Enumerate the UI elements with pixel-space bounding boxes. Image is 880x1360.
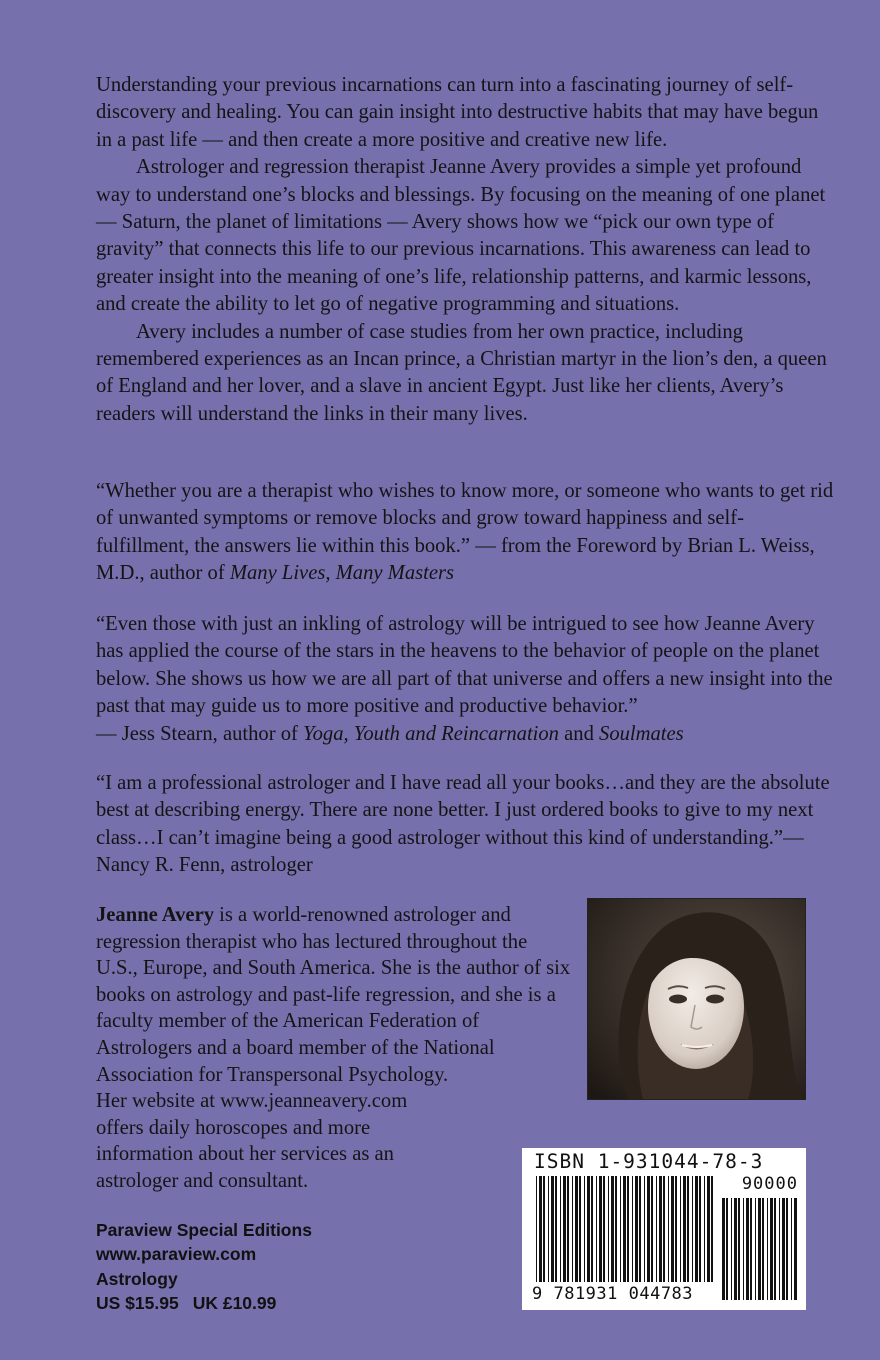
price-uk: UK £10.99: [192, 1293, 277, 1314]
publisher-imprint: Paraview Special Editions: [96, 1220, 312, 1240]
barcode-bar: [539, 1176, 542, 1282]
price-us: US $15.95: [96, 1293, 179, 1314]
barcode-bar: [591, 1176, 593, 1282]
isbn-barcode: [522, 1148, 806, 1310]
barcode-bar: [786, 1198, 788, 1300]
barcode-bar: [587, 1176, 590, 1282]
barcode-bar: [563, 1176, 566, 1282]
description-paragraph: Avery includes a number of case studies from her own practice, including remembered experiences as an Incan prince, a Christian martyr in the lion’s den, a queen of England and her lover, and a slave in ancient Egypt. Just like her clients, Avery’s readers will understand the links in their many lives.: [96, 320, 827, 425]
endorsement-weiss: [96, 478, 836, 588]
barcode-bar: [738, 1198, 740, 1300]
author-bio-text: is a world-renowned astrologer and regression therapist who has lectured throughout the U.S., Europe, and South America. She is the author of six books on astrology and past-life regression, and she is a faculty member of the American Federation of Astrologers and a board member of the National Association for Transpersonal Psychology.: [96, 904, 571, 1086]
barcode-bar: [680, 1176, 681, 1282]
barcode-bar: [608, 1176, 609, 1282]
barcode-bar: [762, 1198, 764, 1300]
author-name: Jeanne Avery: [96, 904, 215, 926]
barcode-bar: [551, 1176, 554, 1282]
barcode-bar: [644, 1176, 645, 1282]
barcode-bar: [615, 1176, 617, 1282]
barcode-bar: [782, 1198, 785, 1300]
barcode-bar: [755, 1198, 756, 1300]
barcode-bar: [656, 1176, 657, 1282]
barcode-bar: [770, 1198, 773, 1300]
barcode-bar: [743, 1198, 744, 1300]
book-title: Soulmates: [599, 722, 684, 745]
barcode-bar: [774, 1198, 776, 1300]
barcode-bar: [707, 1176, 710, 1282]
barcode-bar: [699, 1176, 701, 1282]
ean-digits: 9 781931 044783: [532, 1284, 694, 1304]
barcode-bar: [692, 1176, 693, 1282]
book-description: [96, 72, 836, 428]
barcode-bar: [726, 1198, 728, 1300]
endorsement-fenn: [96, 770, 836, 880]
book-category: Astrology: [96, 1268, 178, 1289]
barcode-bar: [711, 1176, 713, 1282]
book-title: Yoga, Youth and Reincarnation: [303, 722, 559, 745]
barcode-bar: [668, 1176, 669, 1282]
barcode-bar: [695, 1176, 698, 1282]
barcode-bar: [779, 1198, 780, 1300]
barcode-bar: [750, 1198, 752, 1300]
barcode-bar: [632, 1176, 633, 1282]
barcode-bar: [555, 1176, 557, 1282]
barcode-bar: [572, 1176, 573, 1282]
barcode-bar: [584, 1176, 585, 1282]
barcode-bar: [663, 1176, 665, 1282]
description-paragraph: Understanding your previous incarnations can turn into a fascinating journey of self-discovery and healing. You can gain insight into destructive habits that may have begun in a past life — and then create a more positive and creative new life.: [96, 74, 819, 151]
barcode-bar: [671, 1176, 674, 1282]
barcode-bar: [536, 1176, 537, 1282]
barcode-bar: [548, 1176, 549, 1282]
barcode-bar: [758, 1198, 761, 1300]
isbn-label: ISBN 1-931044-78-3: [534, 1150, 764, 1173]
barcode-bar: [599, 1176, 602, 1282]
barcode-bar: [791, 1198, 792, 1300]
endorsement-text: “Whether you are a therapist who wishes to know more, or someone who wants to get rid of unwanted symptoms or remove blocks and grow toward happiness and self-fulfillment, the answers lie within this book.” — from the Foreword by Brian L. Weiss, M.D., author of: [96, 480, 834, 585]
barcode-bar: [767, 1198, 768, 1300]
publisher-website: www.paraview.com: [96, 1244, 257, 1265]
barcode-bar: [620, 1176, 621, 1282]
barcode-bar: [675, 1176, 677, 1282]
book-title: Many Lives, Many Masters: [229, 562, 455, 585]
barcode-bar: [794, 1198, 797, 1300]
barcode-bar: [746, 1198, 749, 1300]
barcode-bar: [734, 1198, 737, 1300]
endorsement-text: “Even those with just an inkling of astrology will be intrigued to see how Jeanne Avery has applied the course of the stars in the heavens to the behavior of people on the planet below. She shows us how we are all part of that universe and offers a new insight into the past that may guide us to more positive and productive behavior.”: [96, 613, 833, 718]
barcode-bar: [560, 1176, 561, 1282]
barcode-bar: [623, 1176, 626, 1282]
author-portrait-image: [588, 899, 805, 1099]
barcode-bar: [731, 1198, 732, 1300]
barcode-bar: [603, 1176, 605, 1282]
barcode-bar: [579, 1176, 581, 1282]
description-paragraph: Astrologer and regression therapist Jeanne Avery provides a simple yet profound way to understand one’s blocks and blessings. By focusing on the meaning of one planet — Saturn, the planet of limitations — Avery shows how we “pick our own type of gravity” that connects this life to our previous incarnations. This awareness can lead to greater insight into the meaning of one’s life, relationship patterns, and karmic lessons, and create the ability to let go of negative programming and situations.: [96, 156, 826, 316]
prices: [96, 1291, 312, 1315]
publisher-info: [96, 1218, 312, 1316]
barcode-bar: [683, 1176, 686, 1282]
barcode-bar: [639, 1176, 641, 1282]
endorsement-attribution: — Jess Stearn, author of: [96, 722, 304, 745]
barcode-bar: [704, 1176, 705, 1282]
endorsement-text: “I am a professional astrologer and I have read all your books…and they are the absolute best at describing energy. There are none better. I just ordered books to give to my next class…I can’t imagine being a good astrologer without this kind of understanding.”— Nancy R. Fenn, astrologer: [96, 772, 830, 877]
barcode-bar: [567, 1176, 569, 1282]
barcode-bar: [659, 1176, 662, 1282]
author-website-text: Her website at www.jeanneavery.com offers daily horoscopes and more information about her services as an astrologer and consultant.: [96, 1090, 408, 1192]
author-photo: [587, 898, 806, 1100]
conjunction: and: [558, 722, 600, 745]
barcode-bar: [543, 1176, 545, 1282]
barcode-bar: [647, 1176, 650, 1282]
barcode-bar: [627, 1176, 629, 1282]
barcode-bar: [575, 1176, 578, 1282]
barcode-bar: [651, 1176, 653, 1282]
barcode-bar: [687, 1176, 689, 1282]
barcode-bar: [596, 1176, 597, 1282]
barcode-bar: [722, 1198, 725, 1300]
barcode-bar: [611, 1176, 614, 1282]
author-bio: [96, 902, 571, 1195]
barcode-bar: [635, 1176, 638, 1282]
endorsement-stearn: [96, 611, 836, 748]
price-code: 90000: [741, 1174, 798, 1194]
